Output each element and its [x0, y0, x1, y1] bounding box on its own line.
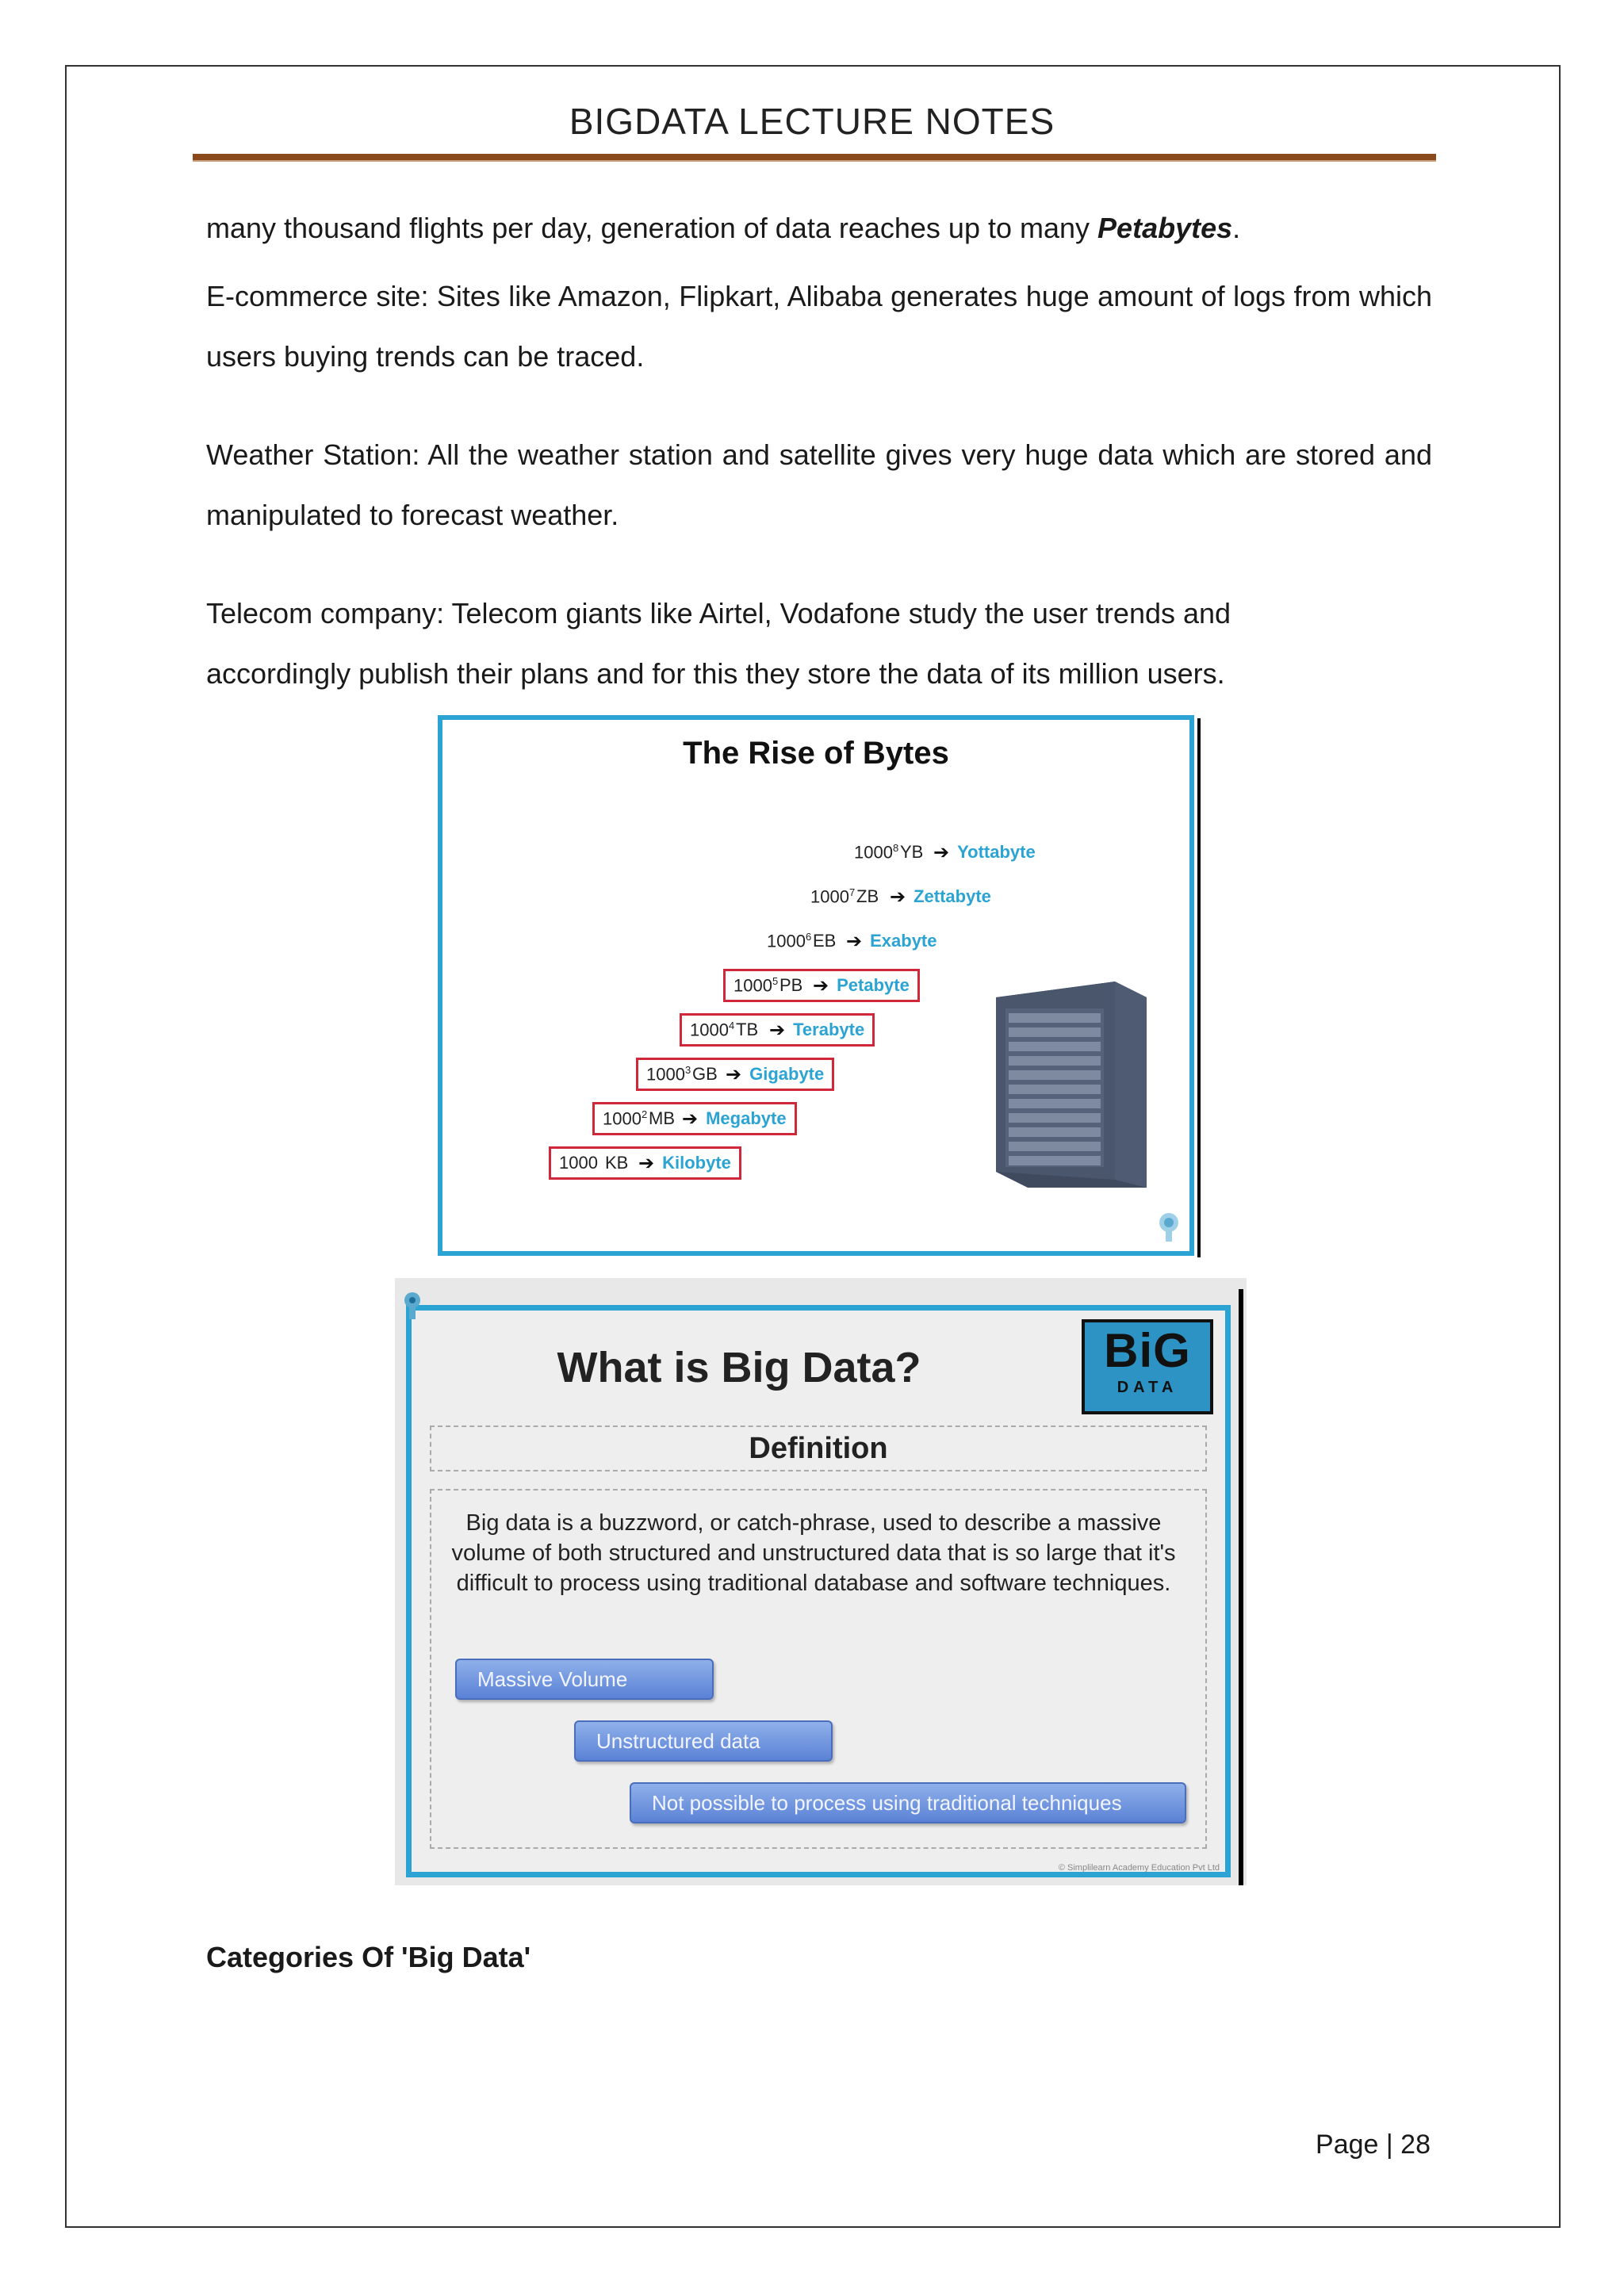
byte-row-yb [854, 836, 1036, 869]
footer-page-number: 28 [1400, 2130, 1431, 2160]
byte-row-abbreviation: TB [736, 1020, 759, 1039]
byte-row-unit: Terabyte [793, 1020, 865, 1039]
byte-row-abbreviation: MB [649, 1108, 675, 1128]
section-heading-categories: Categories Of 'Big Data' [206, 1941, 531, 1973]
paragraph-telecom-line1: Telecom company: Telecom giants like Airtel, Vodafone study the user trends and [206, 597, 1231, 629]
paragraph-telecom [206, 584, 1432, 704]
arrow-right-icon: ➔ [813, 974, 829, 997]
page-header-title: BIGDATA LECTURE NOTES [569, 101, 1055, 142]
server-rack-icon [996, 982, 1147, 1188]
what-is-big-data-shadow [1239, 1289, 1243, 1885]
what-is-big-data-figure [395, 1278, 1247, 1885]
byte-row-power: 1000$^2$ [603, 1108, 648, 1129]
pill-not-possible: Not possible to process using traditional techniques [630, 1782, 1186, 1823]
paragraph-telecom-line2: accordingly publish their plans and for this they store the data of its million users. [206, 657, 1225, 690]
paragraph-ecommerce: E-commerce site: Sites like Amazon, Flipkart, Alibaba generates huge amount of logs from which users buying trends can be traced. [206, 280, 1432, 373]
byte-row-power: 1000$^7$ [810, 886, 856, 907]
byte-row-unit: Zettabyte [914, 886, 991, 906]
arrow-right-icon: ➔ [726, 1063, 742, 1085]
rise-of-bytes-figure [438, 715, 1201, 1259]
byte-row-abbreviation: EB [813, 931, 837, 951]
definition-text: Big data is a buzzword, or catch-phrase, used to describe a massive volume of both structured and unstructured data that is so large that it's difficult to process using traditional database and software techniques. [451, 1510, 1176, 1596]
arrow-right-icon: ➔ [933, 841, 950, 863]
arrow-right-icon: ➔ [638, 1152, 655, 1174]
paragraph-flights-text: many thousand flights per day, generation of data reaches up to many [206, 212, 1098, 244]
header-rule [193, 154, 1436, 162]
byte-row-abbreviation: GB [692, 1064, 718, 1084]
byte-row-power: 1000$^4$ [690, 1019, 735, 1040]
byte-row-pb [723, 969, 920, 1002]
byte-row-unit: Megabyte [706, 1108, 787, 1128]
byte-row-abbreviation: YB [900, 842, 924, 862]
big-data-logo [1082, 1319, 1213, 1414]
byte-row-unit: Gigabyte [749, 1064, 825, 1084]
figure-copyright: © Simplilearn Academy Education Pvt Ltd [1058, 1863, 1220, 1873]
byte-row-unit: Exabyte [870, 931, 937, 951]
byte-row-zb [810, 880, 991, 913]
paragraph-flights-end: . [1232, 212, 1241, 244]
pill-unstructured-data: Unstructured data [574, 1720, 833, 1762]
arrow-right-icon: ➔ [890, 886, 906, 908]
byte-row-power: 1000$^6$ [767, 930, 812, 951]
byte-row-abbreviation: KB [605, 1153, 629, 1173]
byte-row-kb [549, 1146, 741, 1180]
rise-of-bytes-title: The Rise of Bytes [683, 736, 949, 771]
footer-page-label: Page [1316, 2130, 1379, 2160]
petabytes-emphasis: Petabytes [1097, 212, 1233, 244]
big-data-logo-data: DATA [1116, 1379, 1178, 1396]
byte-row-unit: Kilobyte [662, 1153, 731, 1173]
brand-logo-icon [401, 1291, 423, 1322]
brand-logo-icon [1155, 1210, 1183, 1245]
byte-row-unit: Yottabyte [957, 842, 1036, 862]
arrow-right-icon: ➔ [769, 1019, 786, 1041]
byte-row-power: 1000$^8$ [854, 841, 899, 863]
byte-row-power: 1000 [559, 1153, 598, 1173]
definition-heading: Definition [430, 1425, 1207, 1471]
paragraph-flights [206, 198, 1432, 258]
byte-row-power: 1000$^3$ [646, 1063, 691, 1085]
byte-row-eb [767, 924, 937, 958]
paragraph-weather: Weather Station: All the weather station and satellite gives very huge data which are stored and manipulated to forecast weather. [206, 438, 1432, 531]
arrow-right-icon: ➔ [682, 1108, 699, 1130]
byte-row-gb [636, 1058, 834, 1091]
rise-of-bytes-shadow [1197, 718, 1201, 1257]
byte-row-mb [592, 1102, 797, 1135]
byte-row-unit: Petabyte [837, 975, 910, 995]
pill-massive-volume: Massive Volume [455, 1659, 714, 1700]
big-data-logo-big: BiG [1104, 1324, 1191, 1377]
byte-row-abbreviation: ZB [856, 886, 879, 906]
what-is-big-data-title: What is Big Data? [557, 1344, 921, 1391]
byte-row-power: 1000$^5$ [733, 974, 779, 996]
byte-row-tb [680, 1013, 875, 1047]
arrow-right-icon: ➔ [846, 930, 863, 952]
footer-separator: | [1385, 2130, 1393, 2160]
page-footer [1316, 2130, 1431, 2160]
byte-row-abbreviation: PB [779, 975, 803, 995]
